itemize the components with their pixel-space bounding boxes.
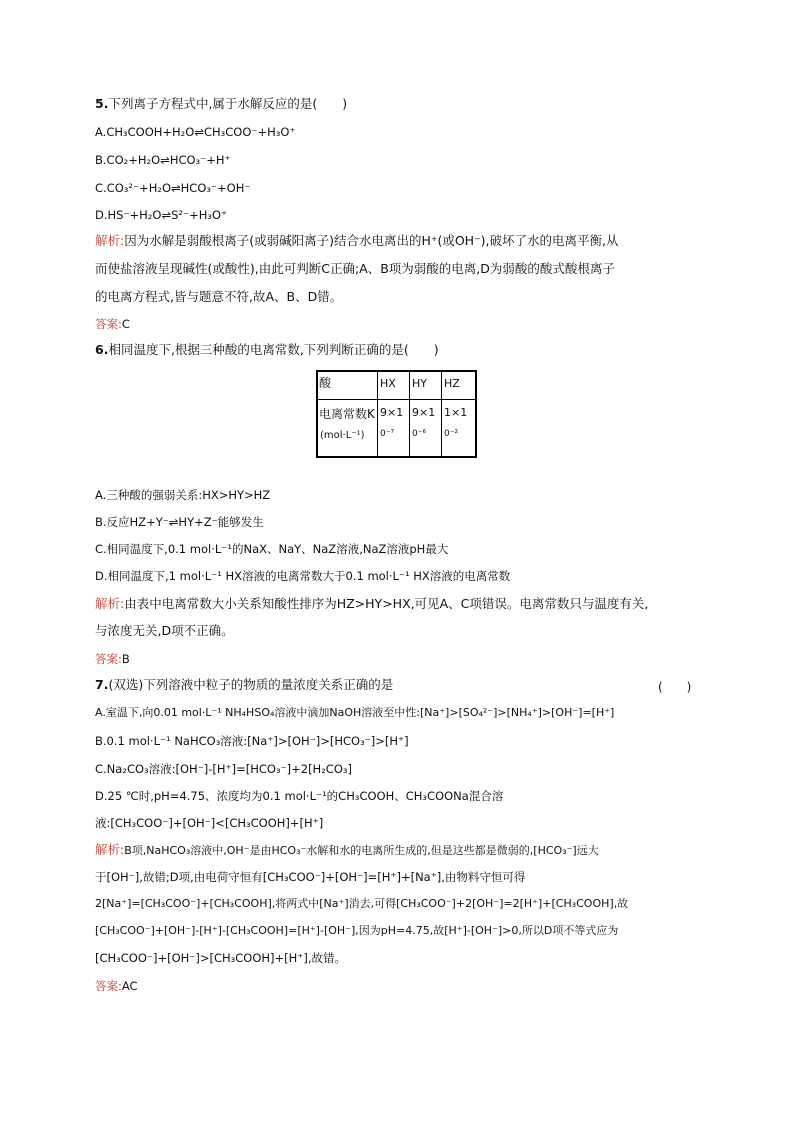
- table-cell-hz-2: 0⁻²: [444, 429, 459, 439]
- q7-option-c: C.Na₂CO₃溶液:[OH⁻]-[H⁺]=[HCO₃⁻]+2[H₂CO₃]: [95, 762, 352, 776]
- q7-answer-label: 答案:: [95, 979, 122, 993]
- q7-analysis-line-4: [CH₃COO⁻]+[OH⁻]-[H⁺]-[CH₃COOH]=[H⁺]-[OH⁻],因为pH=4.75,故[H⁺]-[OH⁻]>0,所以D项不等式应为: [95, 924, 619, 937]
- q5-stem-text: 下列离子方程式中,属于水解反应的是( ): [108, 96, 348, 111]
- q7-option-d: D.25 ℃时,pH=4.75、浓度均为0.1 mol·L⁻¹的CH₃COOH、CH₃COONa混合溶: [95, 789, 504, 803]
- table-header-hz: HZ: [444, 377, 460, 390]
- ionization-constant-table: [316, 370, 477, 458]
- table-cell-hx-1: 9×1: [380, 406, 404, 419]
- q5-analysis-line-2: 而使盐溶液呈现碱性(或酸性),由此可判断C正确;A、B项为弱酸的电离,D为弱酸的酸式酸根离子: [95, 261, 615, 276]
- q5-analysis-line-3: 的电离方程式,皆与题意不符,故A、B、D错。: [95, 289, 343, 304]
- q7-stem-text: (双选)下列溶液中粒子的物质的量浓度关系正确的是: [108, 677, 394, 692]
- table-divider: [409, 372, 410, 456]
- q7-answer-paren: ( ): [658, 680, 692, 694]
- q6-option-a: A.三种酸的强弱关系:HX>HY>HZ: [95, 488, 271, 502]
- q6-analysis-line-1: [95, 596, 648, 612]
- q6-answer-value: B: [121, 652, 130, 666]
- q6-answer-label: 答案:: [95, 652, 122, 666]
- q7-number: 7.: [95, 677, 109, 692]
- table-cell-hz-1: 1×1: [444, 406, 468, 419]
- q7-option-b: B.0.1 mol·L⁻¹ NaHCO₃溶液:[Na⁺]>[OH⁻]>[HCO₃⁻]>[H⁺]: [95, 734, 409, 748]
- q7-option-d-cont: 液:[CH₃COO⁻]+[OH⁻]<[CH₃COOH]+[H⁺]: [95, 816, 324, 830]
- q5-analysis-text-1: 因为水解是弱酸根离子(或弱碱阳离子)结合水电离出的H⁺(或OH⁻),破坏了水的电离平衡,从: [124, 233, 619, 248]
- table-row-label-unit: (mol·L⁻¹): [320, 430, 365, 441]
- q5-answer-value: C: [121, 317, 130, 331]
- q7-analysis-text-1: B项,NaHCO₃溶液中,OH⁻是由HCO₃⁻水解和水的电离所生成的,但是这些都是微弱的,[HCO₃⁻]远大: [124, 844, 599, 857]
- q5-option-a: A.CH₃COOH+H₂O⇌CH₃COO⁻+H₃O⁺: [95, 125, 296, 139]
- q7-analysis-label: 解析:: [95, 842, 125, 857]
- q5-option-c: C.CO₃²⁻+H₂O⇌HCO₃⁻+OH⁻: [95, 181, 251, 195]
- q6-analysis-text-1: 由表中电离常数大小关系知酸性排序为HZ>HY>HX,可见A、C项错误。电离常数只与温度有关,: [124, 596, 649, 611]
- q5-analysis-label: 解析:: [95, 233, 125, 248]
- q7-analysis-line-1: [95, 842, 599, 859]
- q5-number: 5.: [95, 96, 109, 111]
- q5-option-d: D.HS⁻+H₂O⇌S²⁻+H₃O⁺: [95, 208, 228, 222]
- q7-option-a: A.室温下,向0.01 mol·L⁻¹ NH₄HSO₄溶液中滴加NaOH溶液至中性:[Na⁺]>[SO₄²⁻]>[NH₄⁺]>[OH⁻]=[H⁺]: [95, 706, 615, 719]
- table-header-hx: HX: [380, 377, 396, 390]
- q5-option-b: B.CO₂+H₂O⇌HCO₃⁻+H⁺: [95, 153, 231, 167]
- q6-answer: [95, 651, 130, 667]
- q5-stem: [95, 96, 347, 112]
- q5-analysis-line-1: [95, 233, 619, 249]
- table-cell-hy-1: 9×1: [412, 406, 436, 419]
- q6-analysis-line-2: 与浓度无关,D项不正确。: [95, 623, 234, 638]
- q6-option-c: C.相同温度下,0.1 mol·L⁻¹的NaX、NaY、NaZ溶液,NaZ溶液pH最大: [95, 542, 449, 556]
- q7-stem: [95, 677, 393, 693]
- table-divider: [441, 372, 442, 456]
- q5-answer: [95, 316, 130, 332]
- q6-option-b: B.反应HZ+Y⁻⇌HY+Z⁻能够发生: [95, 515, 264, 529]
- q6-analysis-label: 解析:: [95, 596, 125, 611]
- table-header-acid: 酸: [319, 376, 332, 390]
- q7-analysis-line-5: [CH₃COO⁻]+[OH⁻]>[CH₃COOH]+[H⁺],故错。: [95, 951, 347, 965]
- q7-analysis-line-3: 2[Na⁺]=[CH₃COO⁻]+[CH₃COOH],将两式中[Na⁺]消去,可得[CH₃COO⁻]+2[OH⁻]=2[H⁺]+[CH₃COOH],故: [95, 897, 629, 910]
- table-cell-hx-2: 0⁻⁷: [380, 429, 395, 439]
- table-row-label-constant: 电离常数K: [319, 408, 375, 421]
- q5-answer-label: 答案:: [95, 317, 122, 331]
- q6-number: 6.: [95, 342, 109, 357]
- table-divider: [318, 399, 475, 400]
- table-cell-hy-2: 0⁻⁶: [412, 429, 427, 439]
- q6-stem: [95, 342, 439, 358]
- q7-analysis-line-2: 于[OH⁻],故错;D项,由电荷守恒有[CH₃COO⁻]+[OH⁻]=[H⁺]+[Na⁺],由物料守恒可得: [95, 870, 526, 884]
- table-divider: [377, 372, 378, 456]
- q7-answer-value: AC: [121, 979, 138, 993]
- table-header-hy: HY: [412, 377, 427, 390]
- q6-option-d: D.相同温度下,1 mol·L⁻¹ HX溶液的电离常数大于0.1 mol·L⁻¹ HX溶液的电离常数: [95, 569, 511, 583]
- q6-stem-text: 相同温度下,根据三种酸的电离常数,下列判断正确的是( ): [108, 342, 439, 357]
- q7-answer: [95, 978, 138, 994]
